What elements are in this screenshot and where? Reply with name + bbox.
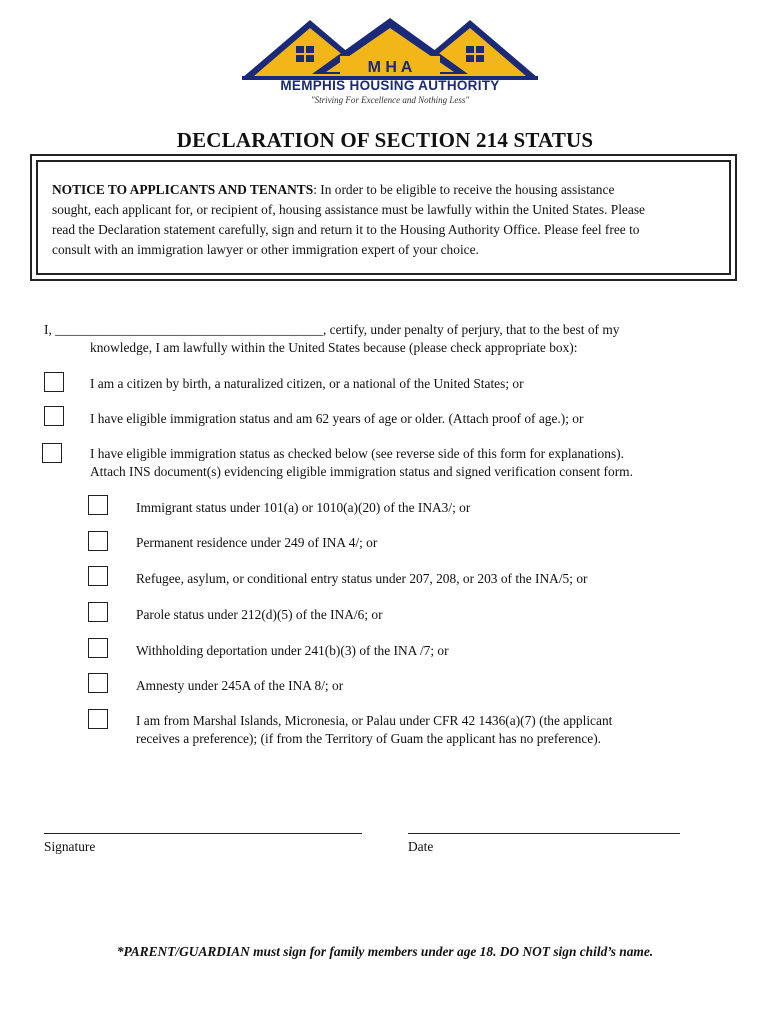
- page-title: DECLARATION OF SECTION 214 STATUS: [176, 128, 594, 152]
- option-eligible-status-line-1: I have eligible immigration status as checked below (see reverse side of this form for explanations).: [90, 446, 624, 461]
- sub-option-permanent-text: Permanent residence under 249 of INA 4/; or: [136, 535, 378, 550]
- sub-option-refugee-text: Refugee, asylum, or conditional entry status under 207, 208, or 203 of the INA/5; or: [136, 571, 588, 586]
- option-eligible-62-text: I have eligible immigration status and am 62 years of age or older. (Attach proof of age.); or: [90, 411, 584, 426]
- house-roofs-icon: [240, 16, 540, 86]
- notice-text: [52, 180, 724, 260]
- checkbox-permanent-residence[interactable]: [88, 531, 108, 551]
- checkbox-refugee-asylum[interactable]: [88, 566, 108, 586]
- declaration-line-2: knowledge, I am lawfully within the United States because (please check appropriate box):: [90, 340, 578, 355]
- date-label: Date: [408, 839, 434, 854]
- signature-line[interactable]: [44, 833, 362, 834]
- sub-option-immigrant-text: Immigrant status under 101(a) or 1010(a)(20) of the INA3/; or: [136, 500, 471, 515]
- option-eligible-status-line-2: Attach INS document(s) evidencing eligible immigration status and signed verification consent form.: [90, 464, 633, 479]
- checkbox-marshal-islands[interactable]: [88, 709, 108, 729]
- signature-label: Signature: [44, 839, 96, 854]
- checkbox-eligible-62[interactable]: [44, 406, 64, 426]
- sub-option-withholding-text: Withholding deportation under 241(b)(3) of the INA /7; or: [136, 643, 449, 658]
- sub-option-amnesty-text: Amnesty under 245A of the INA 8/; or: [136, 678, 344, 693]
- checkbox-immigrant-status[interactable]: [88, 495, 108, 515]
- sub-option-marshal-line-1: I am from Marshal Islands, Micronesia, or Palau under CFR 42 1436(a)(7) (the applicant: [136, 713, 613, 728]
- notice-line: consult with an immigration lawyer or other immigration expert of your choice.: [52, 242, 479, 257]
- notice-line: : In order to be eligible to receive the housing assistance: [313, 182, 615, 197]
- org-name: MEMPHIS HOUSING AUTHORITY: [280, 78, 500, 93]
- sub-option-marshal-line-2: receives a preference); (if from the Territory of Guam the applicant has no preference).: [136, 731, 602, 746]
- checkbox-amnesty[interactable]: [88, 673, 108, 693]
- checkbox-citizen[interactable]: [44, 372, 64, 392]
- checkbox-withholding-deportation[interactable]: [88, 638, 108, 658]
- notice-label: NOTICE TO APPLICANTS AND TENANTS: [52, 182, 314, 197]
- notice-line: read the Declaration statement carefully, sign and return it to the Housing Authority Office. Please feel free to: [52, 222, 640, 237]
- sub-option-parole-text: Parole status under 212(d)(5) of the INA/6; or: [136, 607, 383, 622]
- notice-line: sought, each applicant for, or recipient of, housing assistance must be lawfully within the United States. Please: [52, 202, 645, 217]
- org-motto: "Striving For Excellence and Nothing Less": [310, 95, 470, 105]
- checkbox-parole-status[interactable]: [88, 602, 108, 622]
- date-line[interactable]: [408, 833, 680, 834]
- declaration-line-1: I, ________________________________________, certify, under penalty of perjury, that to the best of my: [44, 322, 620, 337]
- checkbox-eligible-status[interactable]: [42, 443, 62, 463]
- logo-letters: M H A: [367, 59, 413, 76]
- footer-note: *PARENT/GUARDIAN must sign for family members under age 18. DO NOT sign child’s name.: [116, 944, 654, 959]
- option-citizen-text: I am a citizen by birth, a naturalized citizen, or a national of the United States; or: [90, 376, 524, 391]
